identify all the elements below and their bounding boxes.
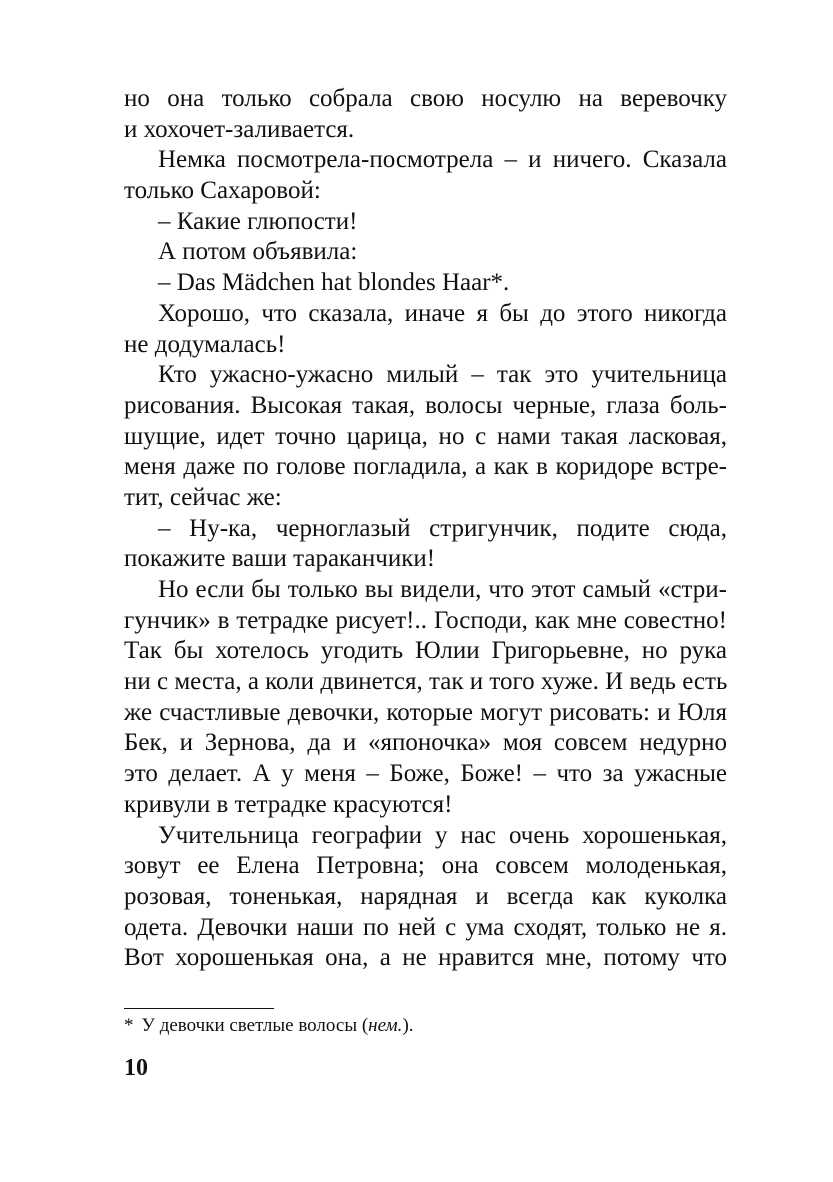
text-line: это делает. А у меня – Боже, Боже! – что за ужасные xyxy=(124,760,727,788)
text-line: – Das Mädchen hat blondes Haar*. xyxy=(158,269,510,297)
text-line: и хохочет-заливается. xyxy=(124,115,355,143)
text-line: шущие, идет точно царица, но с нами такая ласковая, xyxy=(124,422,727,450)
text-line: но она только собрала свою носулю на веревочку xyxy=(124,85,727,112)
text-line: розовая, тоненькая, нарядная и всегда как куколка xyxy=(124,882,727,910)
text-line: ни с места, а коли двинется, так и того хуже. И ведь есть xyxy=(124,668,728,696)
text-line: Так бы хотелось угодить Юлии Григорьевне, но рука xyxy=(124,637,727,665)
text-line: не додумалась! xyxy=(124,330,286,358)
text-line: – Ну-ка, черноглазый стригунчик, подите сюда, xyxy=(158,514,727,542)
footnote-divider xyxy=(124,1008,274,1009)
text-line: покажите ваши тараканчики! xyxy=(124,545,436,573)
text-line: Хорошо, что сказала, иначе я бы до этого никогда xyxy=(158,299,727,327)
text-line: Бек, и Зернова, да и «японочка» моя совсем недурно xyxy=(124,729,727,757)
text-line: только Сахаровой: xyxy=(124,177,321,205)
footnote xyxy=(124,1014,414,1038)
footnote-language: нем. xyxy=(368,1015,403,1036)
footnote-close: ). xyxy=(402,1015,414,1036)
footnote-text: У девочки светлые волосы ( xyxy=(141,1015,369,1036)
text-line: рисования. Высокая такая, волосы черные, глаза боль- xyxy=(124,391,727,419)
text-line: А потом объявила: xyxy=(158,238,358,266)
text-line: одета. Девочки наши по ней с ума сходят, только не я. xyxy=(124,913,727,941)
page-number: 10 xyxy=(124,1055,148,1081)
text-line: Учительница географии у нас очень хорошенькая, xyxy=(158,821,727,849)
footnote-marker: * xyxy=(124,1015,134,1036)
body-text xyxy=(124,84,727,974)
text-line: Кто ужасно-ужасно милый – так это учительница xyxy=(158,361,727,389)
text-line: зовут ее Елена Петровна; она совсем молоденькая, xyxy=(124,852,727,880)
text-line: Вот хорошенькая она, а не нравится мне, потому что xyxy=(124,944,727,972)
text-line: гунчик» в тетрадке рисует!.. Господи, как мне совестно! xyxy=(124,606,727,634)
text-line: – Какие глюпости! xyxy=(158,207,358,235)
text-line: же счастливые девочки, которые могут рисовать: и Юля xyxy=(124,698,727,726)
text-line: меня даже по голове погладила, а как в коридоре встре- xyxy=(124,453,727,481)
text-line: Немка посмотрела-посмотрела – и ничего. Сказала xyxy=(158,146,727,174)
text-line: Но если бы только вы видели, что этот самый «стри- xyxy=(158,576,727,603)
text-line: тит, сейчас же: xyxy=(124,483,282,511)
text-line: кривули в тетрадке красуются! xyxy=(124,790,453,818)
